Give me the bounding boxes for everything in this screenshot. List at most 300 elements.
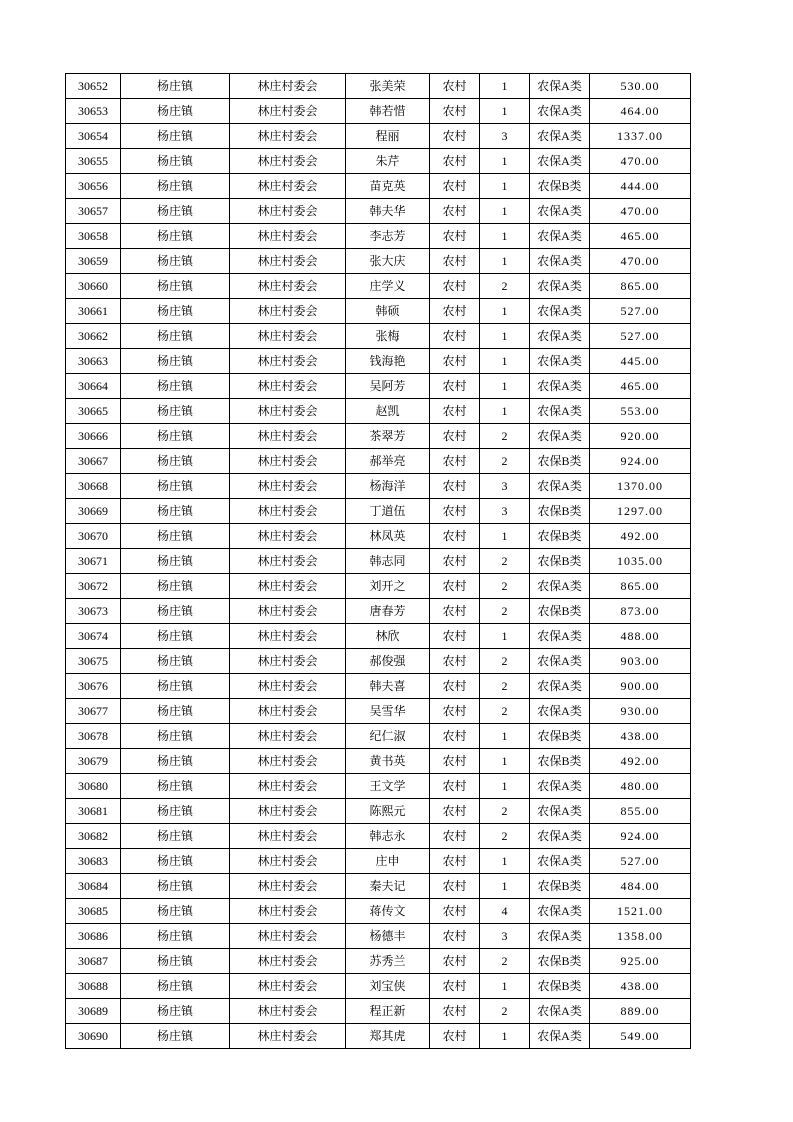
cell-amount: 900.00 (590, 674, 691, 699)
cell-town: 杨庄镇 (121, 599, 230, 624)
cell-residence-type: 农村 (430, 724, 480, 749)
cell-town: 杨庄镇 (121, 99, 230, 124)
cell-person-count: 2 (480, 799, 530, 824)
cell-residence-type: 农村 (430, 99, 480, 124)
cell-person-count: 1 (480, 74, 530, 99)
cell-amount: 465.00 (590, 224, 691, 249)
table-row (66, 724, 691, 749)
cell-residence-type: 农村 (430, 649, 480, 674)
table-row (66, 249, 691, 274)
table-row (66, 799, 691, 824)
cell-amount: 470.00 (590, 249, 691, 274)
cell-id: 30686 (66, 924, 121, 949)
cell-insurance-category: 农保A类 (530, 474, 590, 499)
cell-town: 杨庄镇 (121, 624, 230, 649)
cell-id: 30684 (66, 874, 121, 899)
cell-person-count: 1 (480, 849, 530, 874)
table-row (66, 399, 691, 424)
cell-insurance-category: 农保A类 (530, 249, 590, 274)
cell-person-count: 1 (480, 349, 530, 374)
cell-town: 杨庄镇 (121, 949, 230, 974)
cell-village: 林庄村委会 (230, 74, 346, 99)
table-row (66, 499, 691, 524)
cell-person-count: 2 (480, 699, 530, 724)
cell-residence-type: 农村 (430, 349, 480, 374)
cell-residence-type: 农村 (430, 849, 480, 874)
cell-amount: 1521.00 (590, 899, 691, 924)
cell-residence-type: 农村 (430, 749, 480, 774)
cell-name: 程丽 (346, 124, 430, 149)
cell-id: 30662 (66, 324, 121, 349)
cell-id: 30661 (66, 299, 121, 324)
cell-insurance-category: 农保A类 (530, 349, 590, 374)
cell-id: 30687 (66, 949, 121, 974)
cell-id: 30657 (66, 199, 121, 224)
cell-name: 唐春芳 (346, 599, 430, 624)
cell-town: 杨庄镇 (121, 74, 230, 99)
cell-person-count: 1 (480, 199, 530, 224)
cell-id: 30685 (66, 899, 121, 924)
cell-village: 林庄村委会 (230, 924, 346, 949)
cell-person-count: 1 (480, 224, 530, 249)
table-row (66, 674, 691, 699)
cell-insurance-category: 农保A类 (530, 774, 590, 799)
cell-person-count: 2 (480, 274, 530, 299)
cell-person-count: 1 (480, 524, 530, 549)
cell-village: 林庄村委会 (230, 649, 346, 674)
cell-residence-type: 农村 (430, 774, 480, 799)
cell-id: 30671 (66, 549, 121, 574)
cell-amount: 865.00 (590, 274, 691, 299)
cell-insurance-category: 农保A类 (530, 224, 590, 249)
cell-person-count: 1 (480, 299, 530, 324)
cell-id: 30658 (66, 224, 121, 249)
cell-name: 郝举亮 (346, 449, 430, 474)
cell-village: 林庄村委会 (230, 399, 346, 424)
cell-id: 30660 (66, 274, 121, 299)
cell-amount: 1297.00 (590, 499, 691, 524)
cell-village: 林庄村委会 (230, 799, 346, 824)
cell-person-count: 1 (480, 874, 530, 899)
cell-name: 丁道伍 (346, 499, 430, 524)
cell-village: 林庄村委会 (230, 674, 346, 699)
cell-insurance-category: 农保A类 (530, 124, 590, 149)
cell-id: 30652 (66, 74, 121, 99)
cell-insurance-category: 农保B类 (530, 449, 590, 474)
cell-id: 30674 (66, 624, 121, 649)
cell-person-count: 3 (480, 474, 530, 499)
cell-town: 杨庄镇 (121, 999, 230, 1024)
cell-amount: 527.00 (590, 324, 691, 349)
cell-insurance-category: 农保B类 (530, 499, 590, 524)
table-row (66, 949, 691, 974)
cell-amount: 445.00 (590, 349, 691, 374)
cell-amount: 527.00 (590, 299, 691, 324)
cell-name: 秦夫记 (346, 874, 430, 899)
cell-insurance-category: 农保B类 (530, 599, 590, 624)
cell-amount: 553.00 (590, 399, 691, 424)
cell-residence-type: 农村 (430, 274, 480, 299)
cell-residence-type: 农村 (430, 599, 480, 624)
cell-insurance-category: 农保A类 (530, 299, 590, 324)
cell-insurance-category: 农保A类 (530, 374, 590, 399)
cell-person-count: 1 (480, 774, 530, 799)
cell-residence-type: 农村 (430, 424, 480, 449)
cell-name: 韩硕 (346, 299, 430, 324)
payment-table (65, 73, 691, 1049)
cell-town: 杨庄镇 (121, 749, 230, 774)
cell-insurance-category: 农保B类 (530, 174, 590, 199)
table-row (66, 374, 691, 399)
cell-id: 30673 (66, 599, 121, 624)
cell-name: 纪仁淑 (346, 724, 430, 749)
cell-person-count: 1 (480, 174, 530, 199)
cell-residence-type: 农村 (430, 574, 480, 599)
cell-insurance-category: 农保B类 (530, 749, 590, 774)
cell-town: 杨庄镇 (121, 524, 230, 549)
cell-person-count: 2 (480, 449, 530, 474)
cell-village: 林庄村委会 (230, 149, 346, 174)
table-row (66, 524, 691, 549)
cell-name: 吴阿芳 (346, 374, 430, 399)
cell-id: 30681 (66, 799, 121, 824)
cell-amount: 470.00 (590, 149, 691, 174)
cell-name: 茶翠芳 (346, 424, 430, 449)
cell-amount: 480.00 (590, 774, 691, 799)
cell-insurance-category: 农保B类 (530, 549, 590, 574)
table-row (66, 874, 691, 899)
cell-insurance-category: 农保B类 (530, 724, 590, 749)
cell-town: 杨庄镇 (121, 724, 230, 749)
cell-amount: 855.00 (590, 799, 691, 824)
cell-village: 林庄村委会 (230, 999, 346, 1024)
cell-residence-type: 农村 (430, 524, 480, 549)
cell-amount: 465.00 (590, 374, 691, 399)
cell-id: 30666 (66, 424, 121, 449)
cell-insurance-category: 农保A类 (530, 74, 590, 99)
cell-residence-type: 农村 (430, 74, 480, 99)
cell-village: 林庄村委会 (230, 874, 346, 899)
cell-village: 林庄村委会 (230, 124, 346, 149)
cell-name: 郝俊强 (346, 649, 430, 674)
cell-amount: 924.00 (590, 449, 691, 474)
table-row (66, 999, 691, 1024)
cell-town: 杨庄镇 (121, 574, 230, 599)
cell-person-count: 2 (480, 674, 530, 699)
cell-name: 蒋传文 (346, 899, 430, 924)
cell-name: 刘开之 (346, 574, 430, 599)
cell-town: 杨庄镇 (121, 424, 230, 449)
cell-town: 杨庄镇 (121, 274, 230, 299)
cell-town: 杨庄镇 (121, 824, 230, 849)
cell-residence-type: 农村 (430, 399, 480, 424)
cell-residence-type: 农村 (430, 124, 480, 149)
table-row (66, 99, 691, 124)
cell-town: 杨庄镇 (121, 149, 230, 174)
table-row (66, 449, 691, 474)
cell-id: 30667 (66, 449, 121, 474)
cell-insurance-category: 农保A类 (530, 899, 590, 924)
table-row (66, 974, 691, 999)
cell-village: 林庄村委会 (230, 1024, 346, 1049)
cell-village: 林庄村委会 (230, 974, 346, 999)
cell-town: 杨庄镇 (121, 174, 230, 199)
cell-town: 杨庄镇 (121, 324, 230, 349)
cell-person-count: 2 (480, 599, 530, 624)
cell-id: 30676 (66, 674, 121, 699)
table-row (66, 424, 691, 449)
cell-insurance-category: 农保A类 (530, 799, 590, 824)
cell-person-count: 2 (480, 574, 530, 599)
cell-amount: 438.00 (590, 724, 691, 749)
cell-name: 韩若惜 (346, 99, 430, 124)
cell-insurance-category: 农保B类 (530, 524, 590, 549)
table-row (66, 349, 691, 374)
table-row (66, 649, 691, 674)
cell-insurance-category: 农保A类 (530, 274, 590, 299)
cell-village: 林庄村委会 (230, 949, 346, 974)
cell-name: 韩志永 (346, 824, 430, 849)
cell-village: 林庄村委会 (230, 524, 346, 549)
cell-village: 林庄村委会 (230, 749, 346, 774)
cell-amount: 889.00 (590, 999, 691, 1024)
table-row (66, 574, 691, 599)
cell-village: 林庄村委会 (230, 374, 346, 399)
table-row (66, 199, 691, 224)
cell-residence-type: 农村 (430, 1024, 480, 1049)
cell-residence-type: 农村 (430, 799, 480, 824)
cell-amount: 873.00 (590, 599, 691, 624)
cell-village: 林庄村委会 (230, 99, 346, 124)
table-row (66, 474, 691, 499)
cell-person-count: 1 (480, 399, 530, 424)
table-row (66, 549, 691, 574)
cell-amount: 530.00 (590, 74, 691, 99)
cell-id: 30668 (66, 474, 121, 499)
cell-insurance-category: 农保A类 (530, 699, 590, 724)
cell-id: 30688 (66, 974, 121, 999)
cell-amount: 484.00 (590, 874, 691, 899)
cell-town: 杨庄镇 (121, 699, 230, 724)
cell-person-count: 1 (480, 1024, 530, 1049)
cell-town: 杨庄镇 (121, 674, 230, 699)
cell-name: 庄申 (346, 849, 430, 874)
table-row (66, 824, 691, 849)
cell-village: 林庄村委会 (230, 449, 346, 474)
cell-insurance-category: 农保B类 (530, 874, 590, 899)
cell-id: 30654 (66, 124, 121, 149)
table-row (66, 124, 691, 149)
cell-person-count: 1 (480, 99, 530, 124)
cell-id: 30669 (66, 499, 121, 524)
cell-insurance-category: 农保A类 (530, 1024, 590, 1049)
cell-name: 王文学 (346, 774, 430, 799)
cell-village: 林庄村委会 (230, 224, 346, 249)
table-row (66, 599, 691, 624)
cell-insurance-category: 农保B类 (530, 974, 590, 999)
cell-town: 杨庄镇 (121, 374, 230, 399)
cell-name: 钱海艳 (346, 349, 430, 374)
cell-amount: 470.00 (590, 199, 691, 224)
cell-residence-type: 农村 (430, 249, 480, 274)
cell-amount: 925.00 (590, 949, 691, 974)
cell-amount: 903.00 (590, 649, 691, 674)
table-row (66, 1024, 691, 1049)
cell-name: 林欣 (346, 624, 430, 649)
cell-residence-type: 农村 (430, 624, 480, 649)
cell-village: 林庄村委会 (230, 199, 346, 224)
cell-person-count: 3 (480, 924, 530, 949)
cell-name: 庄学义 (346, 274, 430, 299)
cell-town: 杨庄镇 (121, 874, 230, 899)
cell-amount: 930.00 (590, 699, 691, 724)
cell-residence-type: 农村 (430, 699, 480, 724)
cell-village: 林庄村委会 (230, 349, 346, 374)
cell-village: 林庄村委会 (230, 499, 346, 524)
cell-town: 杨庄镇 (121, 474, 230, 499)
cell-residence-type: 农村 (430, 949, 480, 974)
cell-person-count: 1 (480, 749, 530, 774)
cell-village: 林庄村委会 (230, 599, 346, 624)
cell-id: 30665 (66, 399, 121, 424)
cell-person-count: 1 (480, 374, 530, 399)
cell-id: 30659 (66, 249, 121, 274)
cell-name: 朱芹 (346, 149, 430, 174)
cell-village: 林庄村委会 (230, 624, 346, 649)
cell-insurance-category: 农保A类 (530, 624, 590, 649)
table-row (66, 849, 691, 874)
cell-town: 杨庄镇 (121, 299, 230, 324)
table-row (66, 174, 691, 199)
cell-name: 韩夫喜 (346, 674, 430, 699)
cell-amount: 1337.00 (590, 124, 691, 149)
cell-name: 苏秀兰 (346, 949, 430, 974)
cell-residence-type: 农村 (430, 474, 480, 499)
cell-person-count: 1 (480, 724, 530, 749)
cell-id: 30680 (66, 774, 121, 799)
cell-residence-type: 农村 (430, 899, 480, 924)
cell-person-count: 1 (480, 249, 530, 274)
cell-id: 30675 (66, 649, 121, 674)
cell-village: 林庄村委会 (230, 324, 346, 349)
cell-town: 杨庄镇 (121, 449, 230, 474)
cell-id: 30690 (66, 1024, 121, 1049)
cell-person-count: 3 (480, 499, 530, 524)
cell-insurance-category: 农保A类 (530, 824, 590, 849)
table-row (66, 324, 691, 349)
cell-id: 30663 (66, 349, 121, 374)
cell-person-count: 1 (480, 974, 530, 999)
cell-residence-type: 农村 (430, 824, 480, 849)
cell-insurance-category: 农保A类 (530, 99, 590, 124)
cell-id: 30656 (66, 174, 121, 199)
table-row (66, 699, 691, 724)
cell-name: 张美荣 (346, 74, 430, 99)
cell-name: 陈熙元 (346, 799, 430, 824)
cell-id: 30670 (66, 524, 121, 549)
cell-residence-type: 农村 (430, 999, 480, 1024)
cell-id: 30678 (66, 724, 121, 749)
cell-id: 30682 (66, 824, 121, 849)
cell-village: 林庄村委会 (230, 549, 346, 574)
cell-id: 30653 (66, 99, 121, 124)
cell-id: 30677 (66, 699, 121, 724)
cell-id: 30672 (66, 574, 121, 599)
cell-town: 杨庄镇 (121, 124, 230, 149)
cell-person-count: 1 (480, 324, 530, 349)
cell-town: 杨庄镇 (121, 399, 230, 424)
cell-person-count: 2 (480, 824, 530, 849)
cell-residence-type: 农村 (430, 874, 480, 899)
cell-amount: 920.00 (590, 424, 691, 449)
cell-insurance-category: 农保A类 (530, 574, 590, 599)
cell-residence-type: 农村 (430, 199, 480, 224)
cell-town: 杨庄镇 (121, 499, 230, 524)
cell-village: 林庄村委会 (230, 574, 346, 599)
cell-residence-type: 农村 (430, 499, 480, 524)
cell-amount: 527.00 (590, 849, 691, 874)
cell-name: 吴雪华 (346, 699, 430, 724)
cell-person-count: 1 (480, 149, 530, 174)
cell-person-count: 4 (480, 899, 530, 924)
cell-amount: 1358.00 (590, 924, 691, 949)
cell-insurance-category: 农保A类 (530, 649, 590, 674)
cell-person-count: 1 (480, 624, 530, 649)
table-row (66, 149, 691, 174)
cell-residence-type: 农村 (430, 324, 480, 349)
cell-village: 林庄村委会 (230, 699, 346, 724)
cell-id: 30689 (66, 999, 121, 1024)
cell-insurance-category: 农保A类 (530, 849, 590, 874)
cell-name: 韩志同 (346, 549, 430, 574)
cell-person-count: 3 (480, 124, 530, 149)
cell-residence-type: 农村 (430, 674, 480, 699)
cell-person-count: 2 (480, 649, 530, 674)
cell-town: 杨庄镇 (121, 849, 230, 874)
cell-residence-type: 农村 (430, 449, 480, 474)
cell-village: 林庄村委会 (230, 249, 346, 274)
cell-name: 苗克英 (346, 174, 430, 199)
cell-name: 郑其虎 (346, 1024, 430, 1049)
cell-amount: 549.00 (590, 1024, 691, 1049)
cell-residence-type: 农村 (430, 174, 480, 199)
cell-village: 林庄村委会 (230, 724, 346, 749)
cell-town: 杨庄镇 (121, 799, 230, 824)
cell-insurance-category: 农保A类 (530, 999, 590, 1024)
cell-village: 林庄村委会 (230, 899, 346, 924)
cell-name: 杨海洋 (346, 474, 430, 499)
table-body (66, 74, 691, 1049)
table-row (66, 749, 691, 774)
cell-village: 林庄村委会 (230, 824, 346, 849)
cell-person-count: 2 (480, 949, 530, 974)
cell-village: 林庄村委会 (230, 274, 346, 299)
cell-name: 韩夫华 (346, 199, 430, 224)
cell-town: 杨庄镇 (121, 549, 230, 574)
table-row (66, 899, 691, 924)
cell-id: 30679 (66, 749, 121, 774)
table-row (66, 624, 691, 649)
cell-amount: 1370.00 (590, 474, 691, 499)
cell-amount: 1035.00 (590, 549, 691, 574)
cell-amount: 438.00 (590, 974, 691, 999)
cell-town: 杨庄镇 (121, 224, 230, 249)
cell-village: 林庄村委会 (230, 849, 346, 874)
cell-insurance-category: 农保A类 (530, 674, 590, 699)
table-row (66, 774, 691, 799)
cell-name: 赵凯 (346, 399, 430, 424)
cell-village: 林庄村委会 (230, 474, 346, 499)
